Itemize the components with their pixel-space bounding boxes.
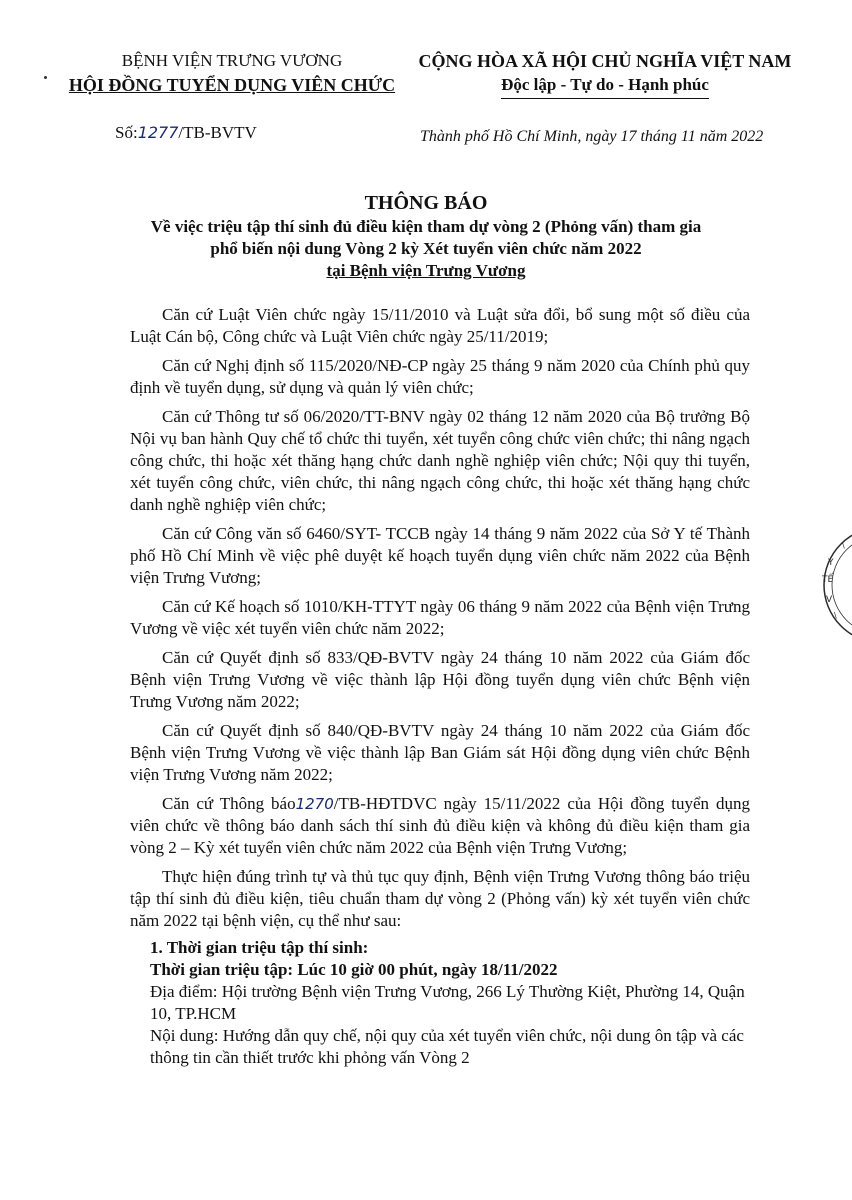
svg-text:\: \ [834,611,837,620]
council-name: HỘI ĐỒNG TUYỂN DỤNG VIÊN CHỨC [68,75,396,95]
handwritten-number: 1277 [137,123,179,142]
issuer-header [52,50,412,98]
svg-text:TẾ: TẾ [822,575,834,585]
issue-date: Thành phố Hồ Chí Minh, ngày 17 tháng 11 năm 2022 [420,128,764,145]
svg-text:Y: Y [828,558,834,568]
national-motto: Độc lập - Tự do - Hạnh phúc [501,72,709,99]
title-block [60,190,792,282]
stamp-seal-fragment [812,520,852,650]
legal-basis-5: Căn cứ Kế hoạch số 1010/KH-TTYT ngày 06 tháng 9 năm 2022 của Bệnh viện Trưng Vương về việc xét tuyển viên chức năm 2022; [130,597,750,638]
legal-basis-7: Căn cứ Quyết định số 840/QĐ-BVTV ngày 24 tháng 10 năm 2022 của Giám đốc Bệnh viện Trưng Vương về việc thành lập Ban Giám sát Hội đồng dụng viên chức Bệnh viện Trưng Vương năm 2022; [130,721,750,784]
margin-mark [44,76,47,79]
section-1-time: Thời gian triệu tập: Lúc 10 giờ 00 phút, ngày 18/11/2022 [150,960,558,979]
svg-text:V: V [826,595,833,605]
document-number: Số:1277/TB-BVTV [115,123,257,142]
legal-basis-3: Căn cứ Thông tư số 06/2020/TT-BNV ngày 02 tháng 12 năm 2020 của Bộ trưởng Bộ Nội vụ ban hành Quy chế tổ chức thi tuyển, xét tuyển công chức viên chức; thi nâng ngạch công chức, thi hoặc xét thăng hạng chức danh nghề nghiệp viên chức; Nội quy thi tuyển, xét tuyển công chức, viên chức, thi nâng ngạch công chức, thi hoặc xét thăng hạng chức danh nghề nghiệp viên chức; [130,407,750,514]
legal-basis-1: Căn cứ Luật Viên chức ngày 15/11/2010 và Luật sửa đổi, bổ sung một số điều của Luật Cán bộ, Công chức và Luật Viên chức ngày 25/11/2019; [130,305,750,346]
national-header [400,50,810,99]
document-body [130,304,750,1069]
legal-basis-8: Căn cứ Thông báo1270/TB-HĐTDVC ngày 15/11/2022 của Hội đồng tuyển dụng viên chức về thông báo danh sách thí sinh đủ điều kiện và không đủ điều kiện tham gia vòng 2 – Kỳ xét tuyển viên chức năm 2022 của Bệnh viện Trưng Vương; [130,794,750,857]
section-1-location: Địa điểm: Hội trường Bệnh viện Trưng Vương, 266 Lý Thường Kiệt, Phường 14, Quận 10, TP.HCM [150,982,745,1023]
subtitle-line-2: phổ biến nội dung Vòng 2 kỳ Xét tuyển viên chức năm 2022 [210,239,642,258]
legal-basis-2: Căn cứ Nghị định số 115/2020/NĐ-CP ngày 25 tháng 9 năm 2020 của Chính phủ quy định về tuyển dụng, sử dụng và quản lý viên chức; [130,356,750,397]
legal-basis-6: Căn cứ Quyết định số 833/QĐ-BVTV ngày 24 tháng 10 năm 2022 của Giám đốc Bệnh viện Trưng Vương về việc thành lập Hội đồng tuyển dụng viên chức Bệnh viện Trưng Vương năm 2022; [130,648,750,711]
subtitle-line-3: tại Bệnh viện Trưng Vương [326,261,526,280]
handwritten-ref-number: 1270 [295,795,334,813]
document-title: THÔNG BÁO [364,192,488,214]
svg-text:\: \ [842,541,845,550]
implementation-paragraph: Thực hiện đúng trình tự và thủ tục quy định, Bệnh viện Trưng Vương thông báo triệu tập thí sinh đủ điều kiện, tiêu chuẩn tham dự vòng 2 (Phỏng vấn) kỳ xét tuyển viên chức năm 2022 tại bệnh viện, cụ thể như sau: [130,867,750,930]
subtitle-line-1: Về việc triệu tập thí sinh đủ điều kiện tham dự vòng 2 (Phỏng vấn) tham gia [150,217,702,236]
hospital-name: BỆNH VIỆN TRƯNG VƯƠNG [121,51,343,70]
section-1-content: Nội dung: Hướng dẫn quy chế, nội quy của xét tuyển viên chức, nội dung ôn tập và các thông tin cần thiết trước khi phỏng vấn Vòng 2 [150,1026,744,1067]
section-1-heading: 1. Thời gian triệu tập thí sinh: [150,938,369,957]
country-name: CỘNG HÒA XÃ HỘI CHỦ NGHĨA VIỆT NAM [418,51,792,71]
legal-basis-4: Căn cứ Công văn số 6460/SYT- TCCB ngày 14 tháng 9 năm 2022 của Sở Y tế Thành phố Hồ Chí Minh về việc phê duyệt kế hoạch tuyển dụng viên chức năm 2022 của Bệnh viện Trưng Vương; [130,524,750,587]
